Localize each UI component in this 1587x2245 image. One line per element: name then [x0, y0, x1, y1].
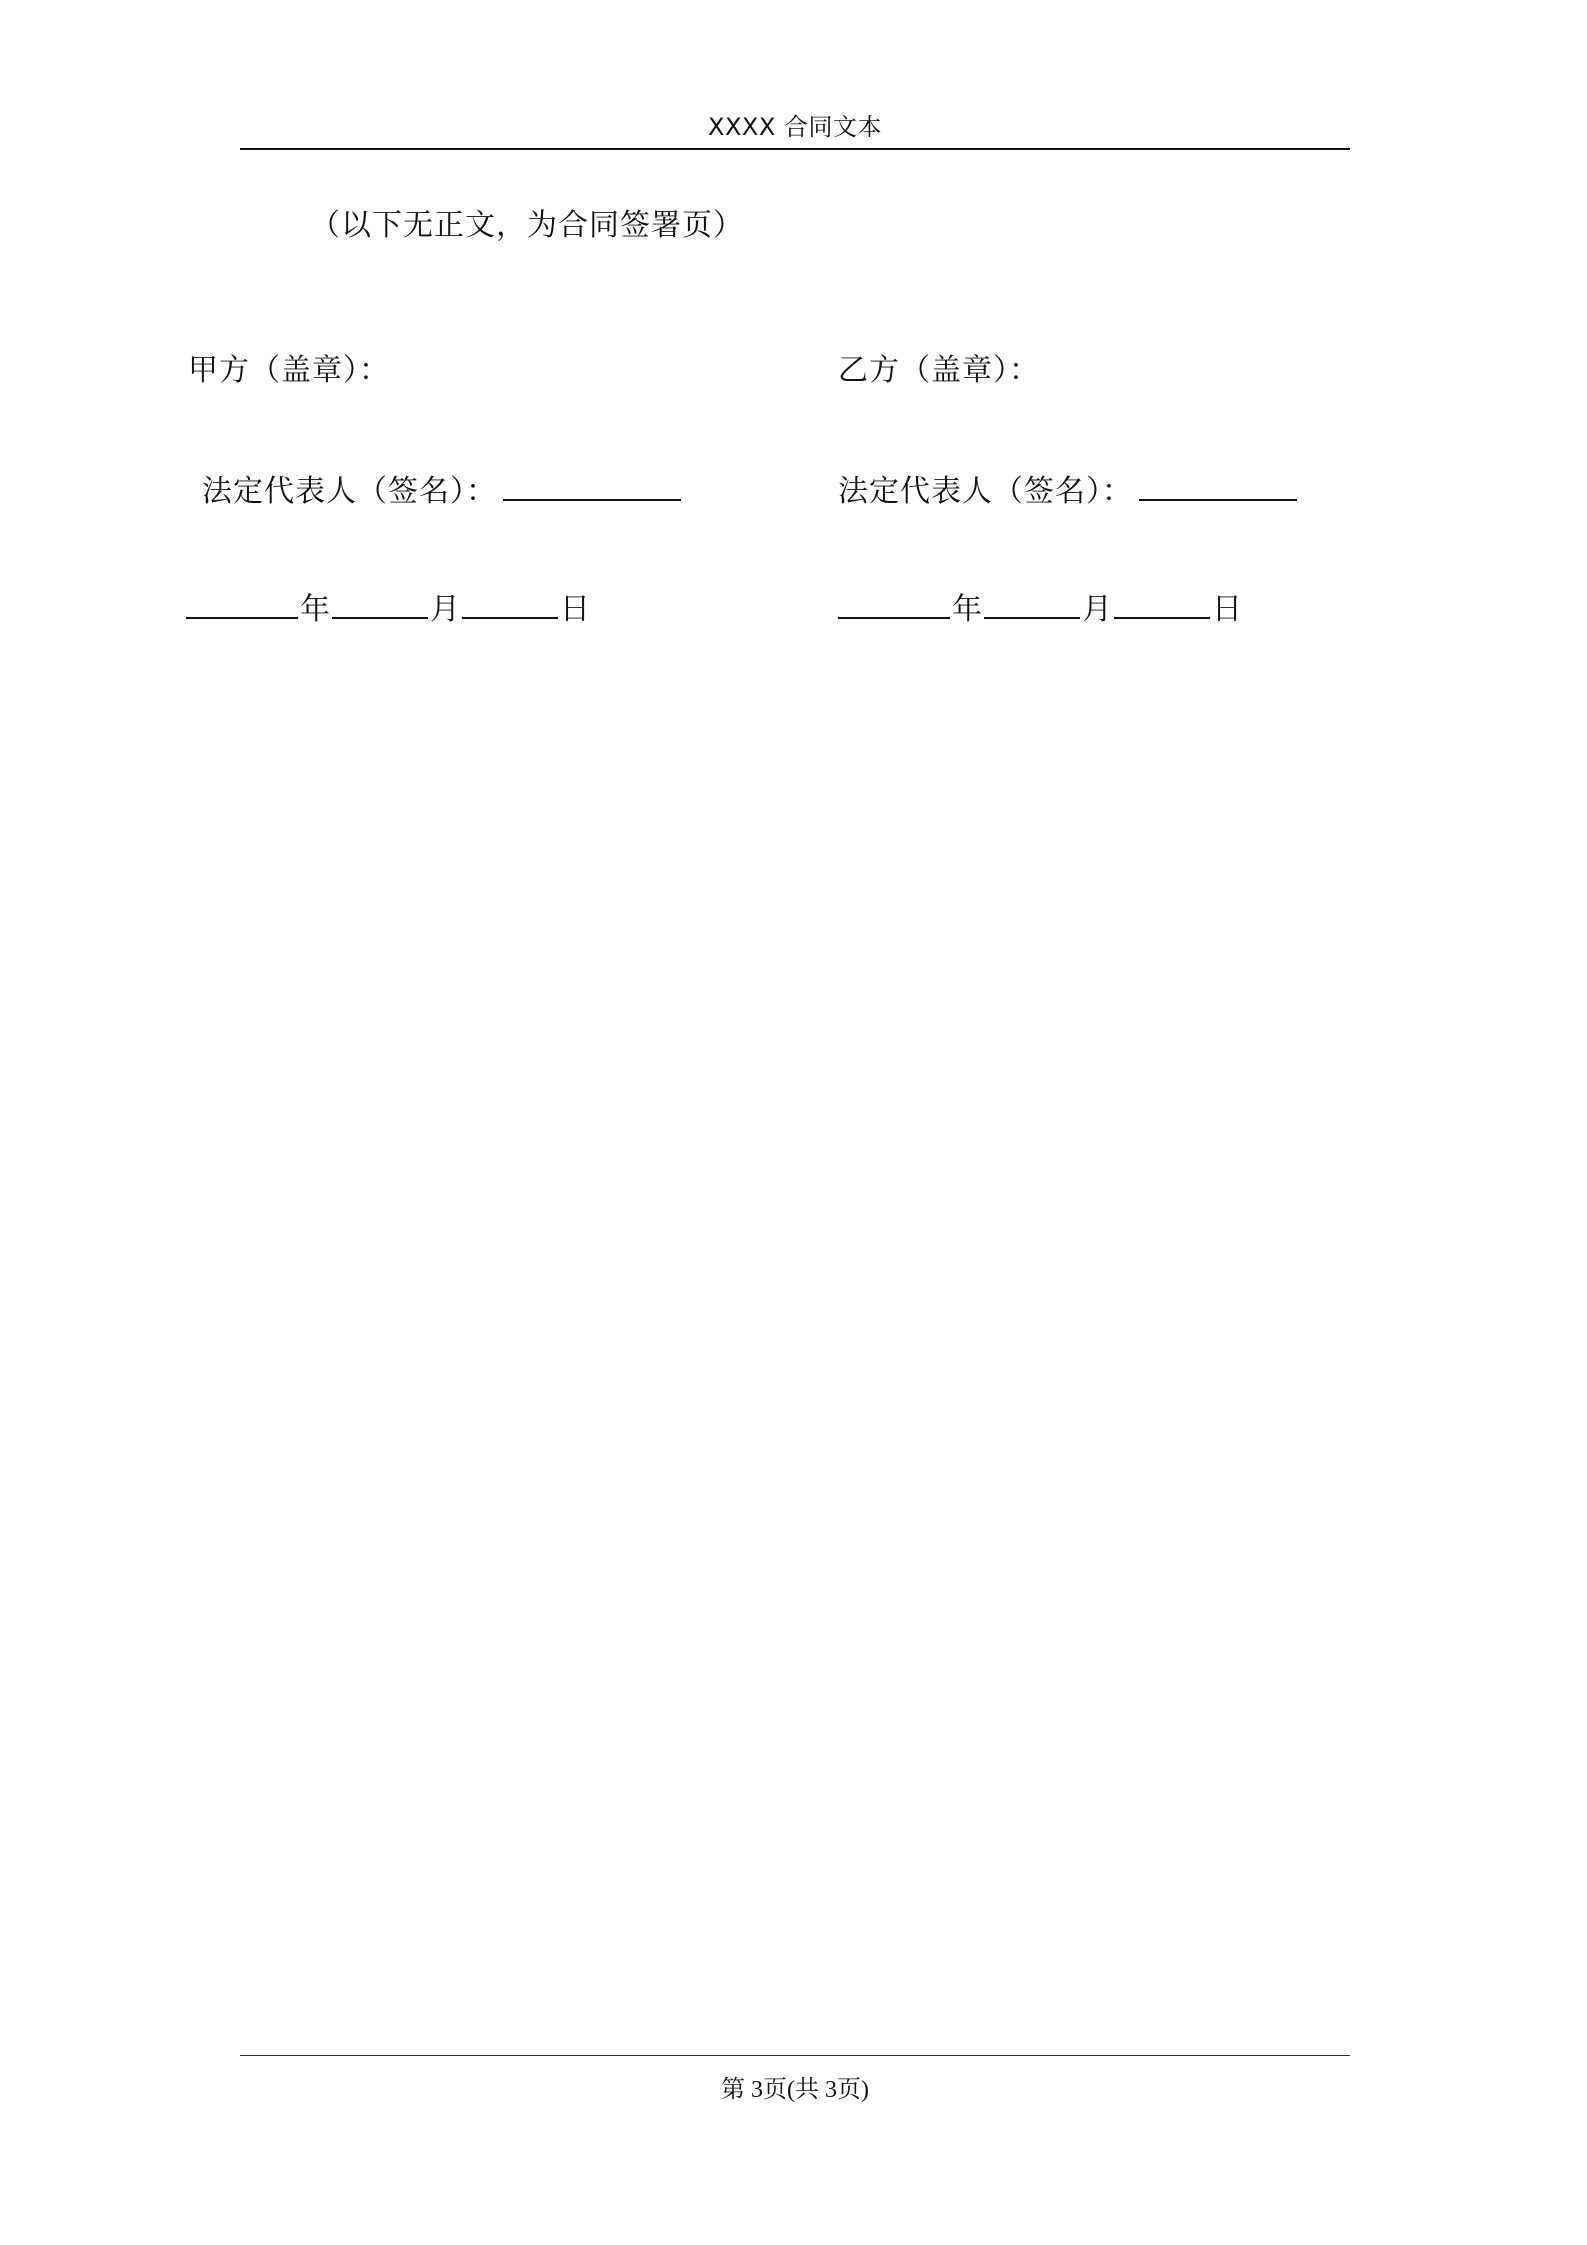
party-b-seal-label: 乙方（盖章）：: [838, 353, 1040, 388]
party-a-signature-blank[interactable]: [503, 469, 681, 501]
party-b-year-blank[interactable]: [838, 587, 950, 619]
party-a-representative-line: [202, 469, 681, 512]
footer-divider: [240, 2055, 1350, 2056]
page-header-title: XXXX 合同文本: [708, 113, 882, 141]
header-divider: [240, 148, 1350, 150]
day-label: 日: [560, 592, 590, 627]
party-a-representative-label: 法定代表人（签名）：: [202, 474, 497, 509]
page-number: 第 3页(共 3页): [721, 2077, 869, 2103]
party-b-representative-line: [838, 469, 1297, 512]
party-a-year-blank[interactable]: [186, 587, 298, 619]
party-b-month-blank[interactable]: [984, 587, 1080, 619]
signature-page-note: （以下无正文，为合同签署页）: [310, 208, 744, 243]
year-label: 年: [952, 592, 982, 627]
month-label: 月: [1082, 592, 1112, 627]
day-label: 日: [1212, 592, 1242, 627]
party-a-day-blank[interactable]: [462, 587, 558, 619]
party-a-date-line: [186, 587, 592, 630]
year-label: 年: [300, 592, 330, 627]
party-b-signature-blank[interactable]: [1139, 469, 1297, 501]
month-label: 月: [430, 592, 460, 627]
party-a-seal-label: 甲方（盖章）：: [188, 353, 390, 388]
party-a-month-blank[interactable]: [332, 587, 428, 619]
party-b-date-line: [838, 587, 1244, 630]
party-b-representative-label: 法定代表人（签名）：: [838, 474, 1133, 509]
party-b-day-blank[interactable]: [1114, 587, 1210, 619]
